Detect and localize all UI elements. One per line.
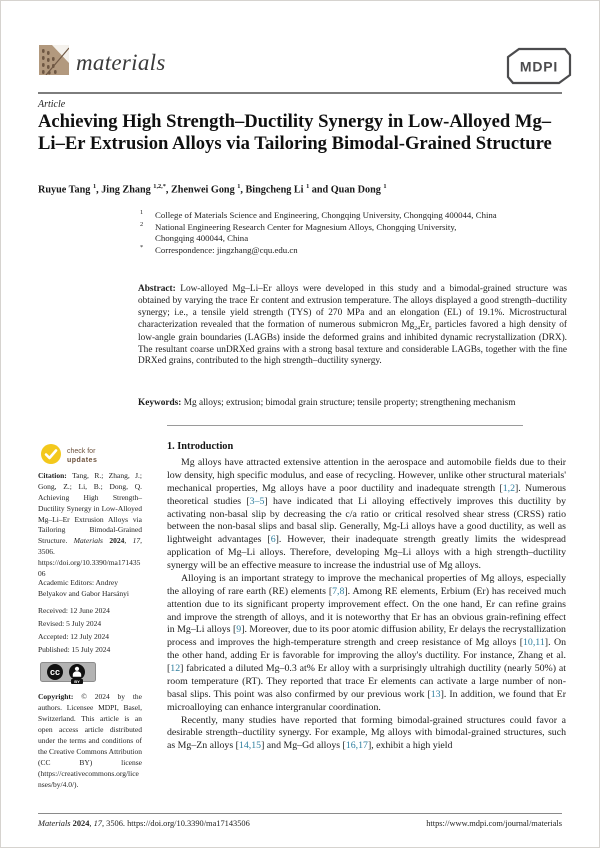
date-published: Published: 15 July 2024 [38,645,111,654]
copyright-notice [38,691,142,790]
text-segment: , [124,536,133,546]
header-divider [38,92,562,94]
text-segment: Ruyue Tang [38,184,93,196]
authors-line [38,183,568,195]
hyperlink[interactable]: https://doi.org/10.3390/ma17143506 [38,558,141,578]
text-segment: Materials [38,819,73,828]
affiliation-item [140,210,570,222]
footer-journal-url[interactable]: https://www.mdpi.com/journal/materials [426,819,562,828]
footer-citation [38,819,250,828]
check-for-updates-badge[interactable] [40,443,97,470]
check-for-updates-label: check for updates [67,448,98,464]
text-segment: 1 [383,183,387,190]
dates-block [38,606,142,658]
footer [38,819,562,828]
reference-link[interactable]: 3–5 [249,495,265,507]
journal-name: materials [76,49,166,75]
text-segment: ]. Numerous theoretical studies [ [167,482,566,507]
hyperlink[interactable]: jingzhang@cqu.edu.cn [216,245,298,256]
text-segment: Low-alloyed Mg–Li–Er alloys were developed in this study and a bimodal-grained structure was obtained by varying the trace Er content and extrusion temperature. The alloys displayed a good strength–ductility synergy; i.e., a tensile yield strength (TYS) of 270 MPa and an elongation (EL) of 19.1%. Microstructural characterization revealed that the formation of numerous submicron Mg [138,284,567,330]
text-segment: 2024 [72,819,90,828]
paper-title: Achieving High Strength–Ductility Synergy in Low-Alloyed Mg–Li–Er Extrusion Alloys via Tailoring Bimodal-Grained Structure [38,111,552,155]
body-paragraph [167,715,566,754]
journal-logo[interactable] [39,45,166,80]
text-segment: ]. In addition, we found that Er microalloying can enhance intergranular coordination. [167,688,566,713]
text-segment: , Jing Zhang [96,184,154,196]
abstract-paragraph [138,284,567,368]
text-segment: Correspondence: [155,245,217,256]
affiliation-marker: 2 [140,220,144,228]
citation-block [38,471,142,580]
hyperlink[interactable]: https://creativecommons.org/licenses/by/4.0/ [38,769,139,790]
reference-link[interactable]: 7,8 [332,585,345,597]
reference-link[interactable]: 10,11 [523,637,545,649]
reference-link[interactable]: 6 [270,534,276,546]
publisher-name: MDPI [519,58,559,75]
materials-logo-icon [39,45,69,80]
body-paragraph [167,457,566,573]
introduction-body [167,457,566,753]
text-segment: 5 [428,325,432,332]
text-segment: © 2024 by the authors. Licensee MDPI, Basel, Switzerland. This article is an open access article distributed under the terms and conditions of the Creative Commons Attribution (CC BY) license ( [38,692,142,779]
text-segment: ]. Moreover, due to its poor atomic diffusion ability, Er delays the recrystallization process and improves the high-temperature strength and creep resistance of Mg alloys [ [167,624,566,649]
affiliation-text: National Engineering Research Center for Magnesium Alloys, Chongqing University, Chongqing 400044, China [155,221,457,244]
hyperlink[interactable]: https://doi.org/10.3390/ma17143506 [127,819,250,828]
text-segment: particles favored a high density of low-angle grain boundaries (LAGBs) inside the deformed grains and inhibited dynamic recrystallization (DRX). The resultant coarse unDRXed grains with a strong basal texture and considerable LAGBs, together with the fine DRXed grains, contributed to the high strength–ductility synergy. [138,319,567,367]
reference-link[interactable]: 1,2 [502,482,516,494]
text-segment: and Quan Dong [309,184,384,196]
text-segment: ]. On the other hand, adding Er is favorable for improving the alloy's ductility. For instance, Zhang et al. [ [167,637,566,674]
text-segment: Materials [73,536,110,546]
date-revised: Revised: 5 July 2024 [38,619,102,628]
body-paragraph [167,573,566,715]
text-segment: Citation: [38,471,73,480]
reference-link[interactable]: 9 [236,624,242,636]
cc-by-license-badge[interactable] [40,662,96,689]
text-segment: 17 [132,536,141,546]
text-segment: Recently, many studies have reported that forming bimodal-grained structures could favor a desirable strength–ductility synergy. For example, Mg alloys with bimodal-grained structures, such as Mg–Zn alloys [ [167,714,566,752]
text-segment: Mg alloys; extrusion; bimodal grain structure; tensile property; strengthening mechanism [183,398,516,408]
reference-link[interactable]: 12 [170,663,181,674]
mdpi-logo[interactable] [506,47,572,85]
svg-text:cc: cc [49,667,61,677]
text-segment: Abstract: [138,284,181,294]
footer-divider [38,813,562,814]
text-segment: 2024 [109,536,125,546]
text-segment: ]. However, their inadequate strength greatly limits the widespread application of Mg–Li alloys. Therefore, developing Mg–Li alloys with a high strength–ductility synergy will be an effective measure to increase the industrial use of Mg alloys. [167,534,566,571]
text-segment: Keywords: [138,398,184,408]
affiliation-text: College of Materials Science and Engineering, Chongqing University, Chongqing 400044, China [155,210,497,220]
text-segment: , 3506. [38,536,143,557]
text-segment: Copyright: [38,692,82,701]
date-received: Received: 12 June 2024 [38,606,110,615]
text-segment: Mg alloys have attracted extensive attention in the aerospace and automobile fields due to their low density, high specific modulus, and ease of recycling. However, unlike other structural materials' mechanical properties, Mg alloys have a poor ductility and inadequate strength [ [167,457,566,494]
section-heading-introduction: 1. Introduction [167,441,234,452]
affiliation-item [140,222,570,245]
reference-link[interactable]: 14,15 [238,740,262,752]
text-segment: ] have indicated that Li alloying effectively improves this ductility by activating non-basal slip by decreasing the c/a ratio or critical resolved shear stress (CRSS) ratio between the non-basal slips and basal slip. Generally, Mg-Li alloys have a good ductility, as well as lightweight advantages [ [167,495,566,546]
text-segment: ] fabricated a diluted Mg–0.3 at% Er alloy with a surprisingly ultrahigh ductility (nearly 50%) at room temperature (RT). They reported that trace Er elements can activate a large number of non-basal slips. This point was also confirmed by our previous work [ [167,663,566,700]
correspondence-text [155,245,570,257]
text-segment: Alloying is an important strategy to improve the mechanical properties of Mg alloys, especially the alloying of rare earth (RE) elements [ [167,572,566,597]
correspondence-item [140,245,570,257]
academic-editors: Academic Editors: Andrey Belyakov and Gabor Harsányi [38,578,130,598]
text-segment: ). [74,780,79,790]
text-segment: 1,2,* [153,183,166,190]
keywords-line [138,398,567,408]
text-segment: Er [420,319,429,330]
text-segment: ], exhibit a high yield [367,740,453,752]
text-segment: 24 [414,325,421,332]
text-segment: , [89,819,94,828]
text-segment: , 3506. [101,819,128,828]
article-type-label: Article [38,99,66,110]
text-segment: ]. Among RE elements, Erbium (Er) has received much attention due to its significant property improvement effect. On the one hand, Er can refine grains and improve the strength of alloys, and it is noteworthy that Er has an obvious grain-refining effect in Mg–Li alloys [ [167,585,566,636]
text-segment: Tang, R.; Zhang, J.; Gong, Z.; Li, B.; Dong, Q. Achieving High Strength–Ductility Synergy in Low-Alloyed Mg–Li–Er Extrusion Alloys via Tailoring Bimodal-Grained Structure. [38,471,142,546]
keywords-divider [167,425,523,426]
affiliations-list [140,210,570,257]
correspondence-marker: * [140,244,144,252]
text-segment: 1 [306,183,310,190]
text-segment: , Bingcheng Li [240,184,307,196]
date-accepted: Accepted: 12 July 2024 [38,632,110,641]
affiliation-marker: 1 [140,209,144,216]
text-segment: ] and Mg–Gd alloys [ [261,740,346,752]
text-segment: 17 [93,819,102,828]
reference-link[interactable]: 13 [430,688,441,700]
text-segment: , Zhenwei Gong [165,184,238,196]
svg-text:BY: BY [74,679,80,684]
text-segment: 1 [92,183,97,190]
check-icon [40,443,62,470]
reference-link[interactable]: 16,17 [345,740,368,752]
text-segment: 1 [237,183,241,190]
